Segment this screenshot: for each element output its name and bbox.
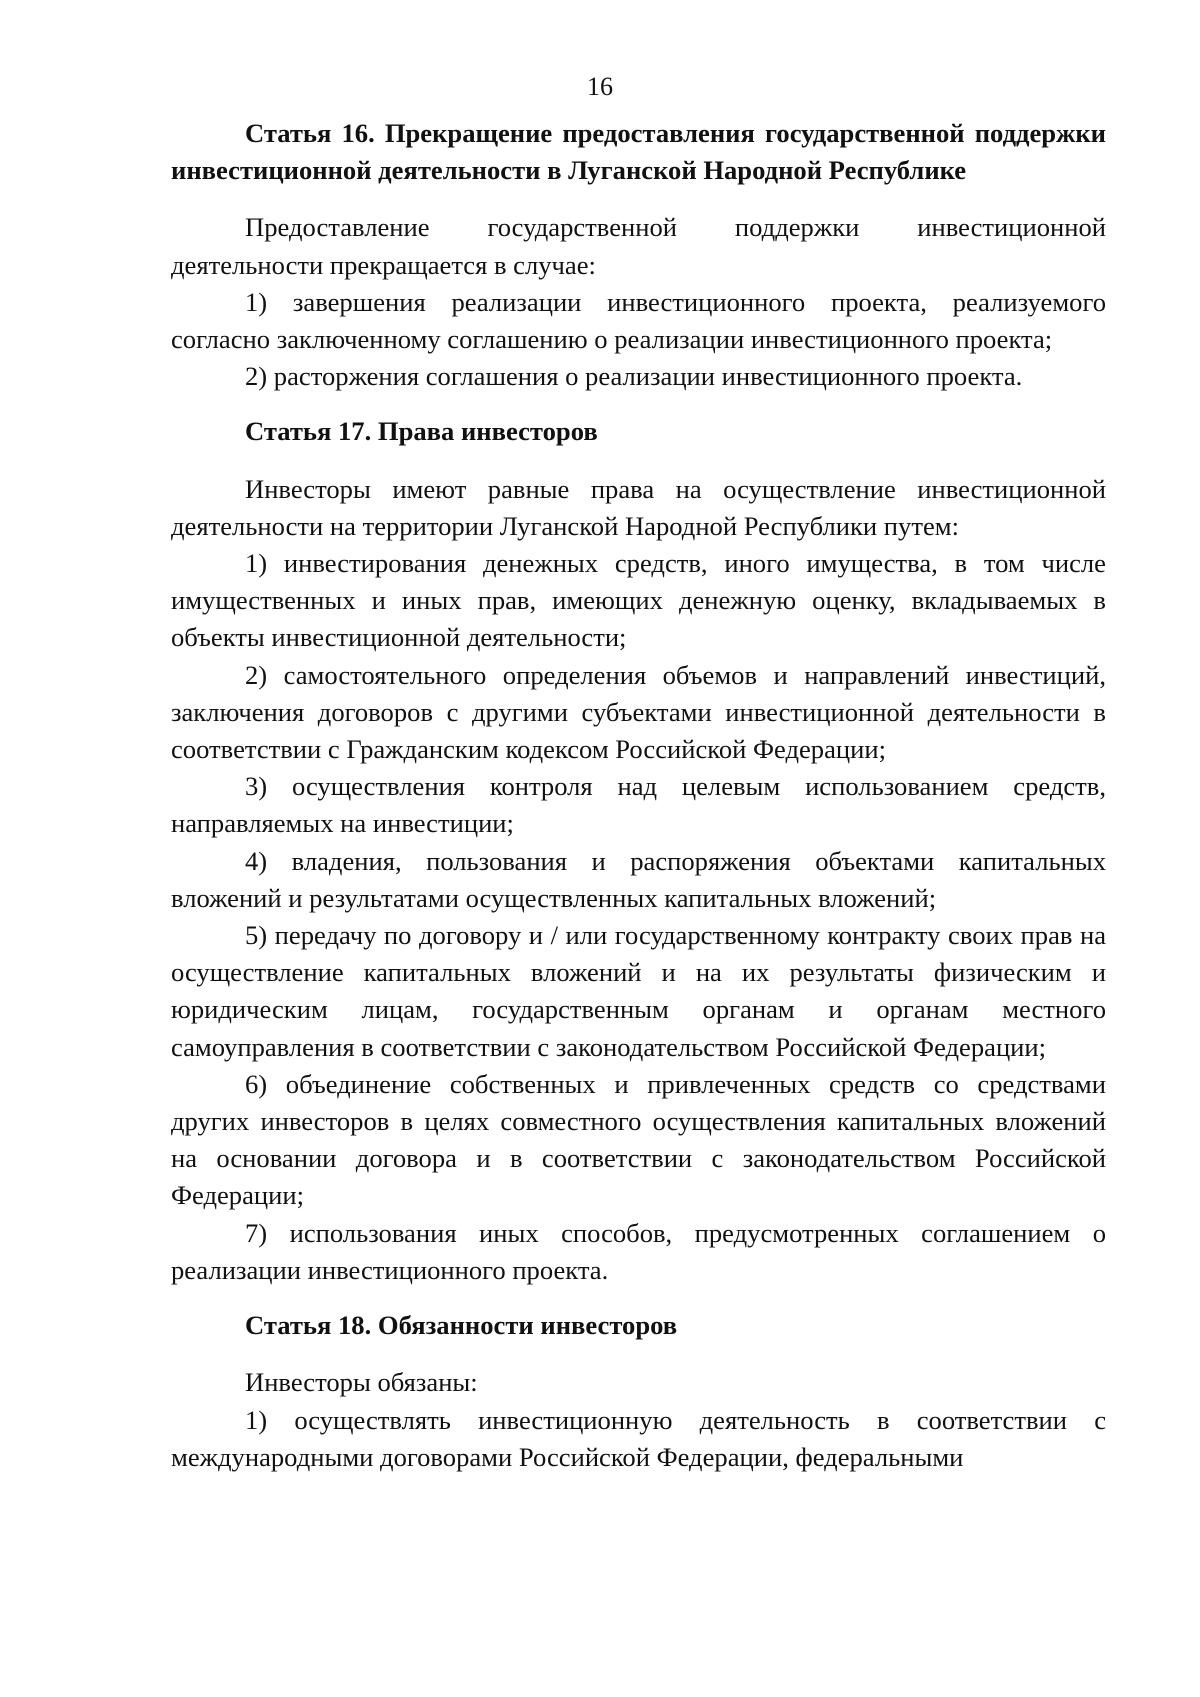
- list-item: 4) владения, пользования и распоряжения объектами капитальных вложений и результатами осуществленных капитальных вложений;: [171, 845, 1106, 913]
- article-16-heading: Статья 16. Прекращение предоставления государственной поддержки инвестиционной деятельности в Луганской Народной Республике: [171, 118, 1106, 186]
- article-16-intro: Предоставление государственной поддержки инвестиционной деятельности прекращается в случае:: [171, 212, 1106, 280]
- article-17-list: [171, 545, 1106, 1289]
- article-17: [171, 413, 1106, 1289]
- list-item: 3) осуществления контроля над целевым использованием средств, направляемых на инвестиции;: [171, 771, 1106, 839]
- list-item: 2) расторжения соглашения о реализации инвестиционного проекта.: [245, 361, 1023, 392]
- list-item: 7) использования иных способов, предусмотренных соглашением о реализации инвестиционного проекта.: [171, 1217, 1106, 1285]
- article-18-intro: Инвесторы обязаны:: [245, 1367, 478, 1398]
- list-item: 6) объединение собственных и привлеченных средств со средствами других инвесторов в целях совместного осуществления капитальных вложений на основании договора и в соответствии с законодательством Российской Федерации;: [171, 1068, 1106, 1211]
- list-item: 1) инвестирования денежных средств, иного имущества, в том числе имущественных и иных прав, имеющих денежную оценку, вкладываемых в объекты инвестиционной деятельности;: [171, 548, 1106, 653]
- article-18-heading: Статья 18. Обязанности инвесторов: [245, 1310, 678, 1341]
- article-16: [171, 115, 1106, 395]
- article-17-intro: Инвесторы имеют равные права на осуществление инвестиционной деятельности на территории Луганской Народной Республики путем:: [171, 473, 1106, 541]
- list-item: 5) передачу по договору и / или государственному контракту своих прав на осуществление капитальных вложений и на их результаты физическим и юридическим лицам, государственным органам и органам местного самоуправления в соответствии с законодательством Российской Федерации;: [171, 920, 1106, 1062]
- article-18-list: [171, 1402, 1106, 1476]
- document-content: [171, 115, 1106, 1476]
- page-number: 16: [587, 72, 613, 101]
- list-item: 1) завершения реализации инвестиционного проекта, реализуемого согласно заключенному соглашению о реализации инвестиционного проекта;: [171, 286, 1106, 355]
- list-item: 1) осуществлять инвестиционную деятельность в соответствии с международными договорами Российской Федерации, федеральными: [171, 1404, 1106, 1472]
- article-18: [171, 1307, 1106, 1476]
- article-17-heading: Статья 17. Права инвесторов: [245, 416, 598, 447]
- article-16-list: [171, 284, 1106, 396]
- list-item: 2) самостоятельного определения объемов и направлений инвестиций, заключения договоров с другими субъектами инвестиционной деятельности в соответствии с Гражданским кодексом Российской Федерации;: [171, 659, 1106, 765]
